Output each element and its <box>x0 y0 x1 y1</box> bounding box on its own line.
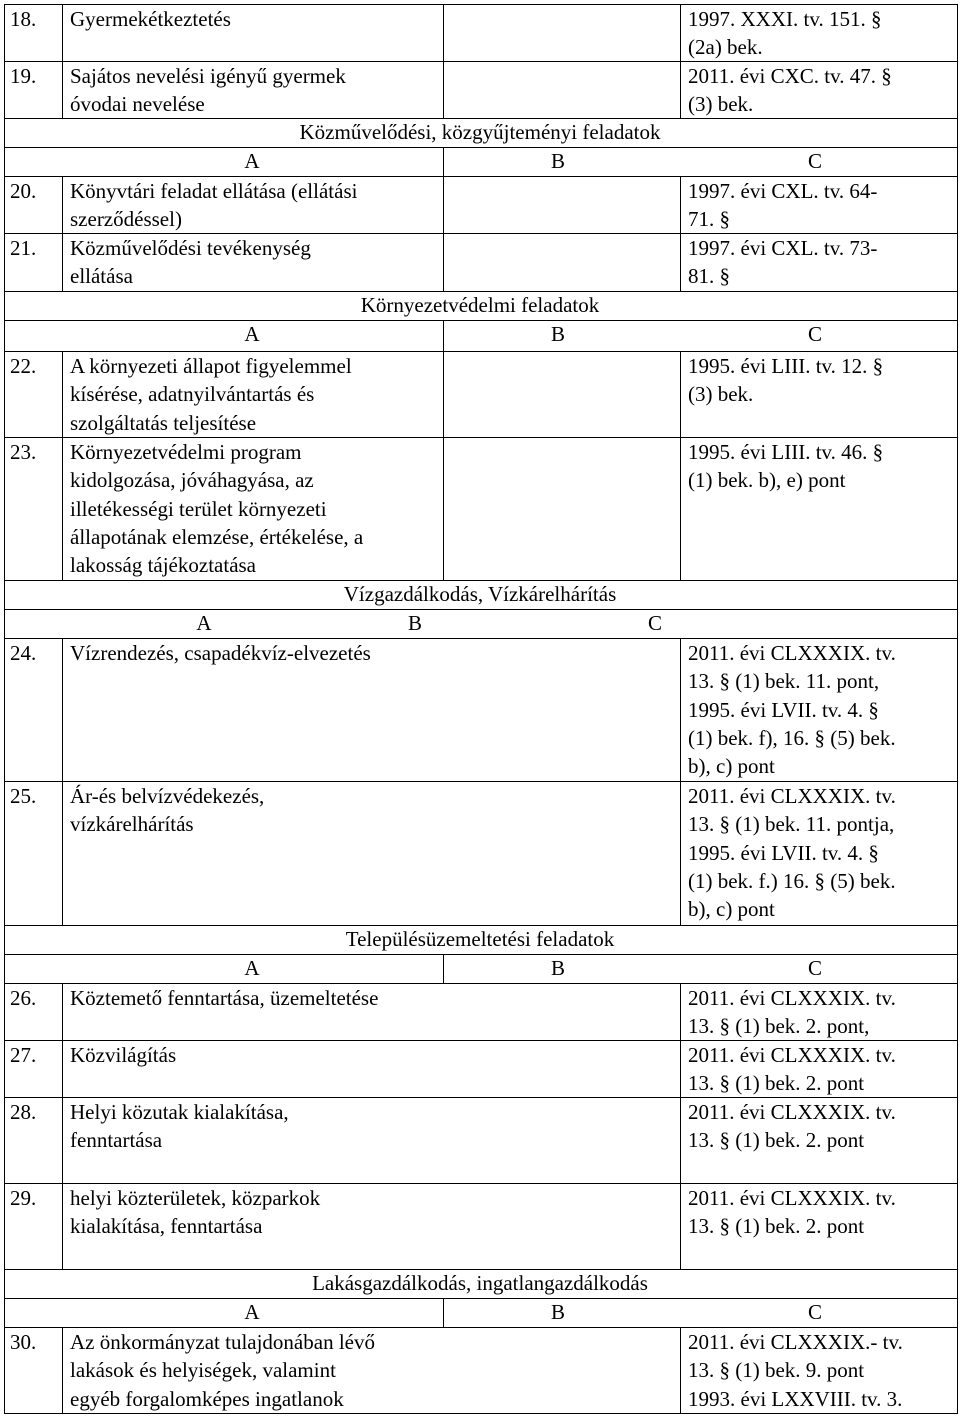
column-divider <box>680 983 681 1269</box>
column-divider <box>443 954 444 983</box>
task-text: kialakítása, fenntartása <box>70 1214 263 1239</box>
task-text: Az önkormányzat tulajdonában lévő <box>70 1330 375 1354</box>
row-divider <box>4 609 958 610</box>
legal-reference: 13. § (1) bek. 2. pont <box>688 1214 865 1239</box>
legal-reference: (1) bek. f.) 16. § (5) bek. <box>688 868 896 893</box>
column-divider <box>62 983 63 1269</box>
column-letter: A <box>244 1300 260 1324</box>
task-text: Környezetvédelmi program <box>70 440 302 464</box>
column-divider <box>680 1327 681 1413</box>
row-number: 19. <box>10 64 37 88</box>
column-letter: A <box>196 611 212 635</box>
legal-reference: 81. § <box>688 264 730 289</box>
legal-reference: 1995. évi LVII. tv. 4. § <box>688 697 879 722</box>
row-number: 23. <box>10 440 37 464</box>
row-number: 24. <box>10 641 37 665</box>
column-divider <box>62 351 63 580</box>
legal-reference: 13. § (1) bek. 9. pont <box>688 1358 865 1383</box>
section-heading: Településüzemeltetési feladatok <box>345 927 615 951</box>
legal-reference: (3) bek. <box>688 92 754 117</box>
legal-reference: 2011. évi CLXXXIX. tv. <box>688 1100 896 1124</box>
column-divider <box>443 147 444 176</box>
task-text: szerződéssel) <box>70 207 182 232</box>
task-text: illetékességi terület környezeti <box>70 496 327 521</box>
column-divider <box>680 4 681 118</box>
legal-reference: 13. § (1) bek. 2. pont <box>688 1128 865 1153</box>
column-letter: B <box>550 1300 566 1324</box>
row-number: 21. <box>10 236 37 260</box>
column-divider <box>443 351 444 580</box>
legal-reference: 13. § (1) bek. 2. pont <box>688 1071 865 1096</box>
section-heading: Közművelődési, közgyűjteményi feladatok <box>299 120 661 144</box>
task-text: Köztemető fenntartása, üzemeltetése <box>70 986 379 1010</box>
task-text: Ár-és belvízvédekezés, <box>70 784 265 808</box>
column-letter: A <box>244 149 260 173</box>
column-divider <box>62 638 63 925</box>
column-letter: C <box>807 322 823 346</box>
column-divider <box>443 1298 444 1327</box>
column-letter: B <box>407 611 423 635</box>
row-number: 20. <box>10 179 37 203</box>
column-divider <box>680 176 681 291</box>
legal-reference: 2011. évi CLXXXIX. tv. <box>688 641 896 665</box>
legal-reference: 13. § (1) bek. 2. pont, <box>688 1014 870 1039</box>
column-letter: C <box>807 956 823 980</box>
legal-reference: 2011. évi CLXXXIX.- tv. <box>688 1330 903 1354</box>
legal-reference: 2011. évi CLXXXIX. tv. <box>688 784 896 808</box>
legal-reference: 13. § (1) bek. 11. pont, <box>688 669 880 694</box>
legal-reference: 71. § <box>688 207 730 232</box>
task-text: egyéb forgalomképes ingatlanok <box>70 1386 344 1411</box>
row-number: 25. <box>10 784 37 808</box>
legal-reference: 2011. évi CLXXXIX. tv. <box>688 1186 896 1210</box>
task-text: ellátása <box>70 264 133 289</box>
legal-reference: 2011. évi CLXXXIX. tv. <box>688 1043 896 1067</box>
legal-reference: 2011. évi CLXXXIX. tv. <box>688 986 896 1010</box>
section-heading: Vízgazdálkodás, Vízkárelhárítás <box>343 582 617 606</box>
task-text: szolgáltatás teljesítése <box>70 410 257 435</box>
column-letter: B <box>550 149 566 173</box>
task-text: kísérése, adatnyilvántartás és <box>70 382 315 407</box>
legal-reference: b), c) pont <box>688 897 775 922</box>
legal-reference: (3) bek. <box>688 382 754 407</box>
column-divider <box>443 176 444 291</box>
column-letter: A <box>244 322 260 346</box>
legal-reference: 1995. évi LIII. tv. 46. § <box>688 440 884 464</box>
legal-reference: 1995. évi LVII. tv. 4. § <box>688 840 879 865</box>
row-number: 27. <box>10 1043 37 1067</box>
task-text: vízkárelhárítás <box>70 812 194 837</box>
task-text: Sajátos nevelési igényű gyermek <box>70 64 346 88</box>
task-text: Helyi közutak kialakítása, <box>70 1100 289 1124</box>
row-number: 18. <box>10 7 37 31</box>
column-letter: C <box>807 149 823 173</box>
legal-reference: 1995. évi LIII. tv. 12. § <box>688 354 884 378</box>
row-number: 30. <box>10 1330 37 1354</box>
row-number: 28. <box>10 1100 37 1124</box>
column-divider <box>680 351 681 580</box>
legal-reference: 1997. XXXI. tv. 151. § <box>688 7 882 31</box>
column-divider <box>957 4 958 1413</box>
task-text: A környezeti állapot figyelemmel <box>70 354 352 378</box>
task-text: állapotának elemzése, értékelése, a <box>70 524 364 549</box>
task-text: lakások és helyiségek, valamint <box>70 1358 336 1383</box>
legal-reference: 1997. évi CXL. tv. 64- <box>688 179 878 203</box>
legal-reference: 1993. évi LXXVIII. tv. 3. <box>688 1386 903 1411</box>
legal-reference: b), c) pont <box>688 754 775 779</box>
task-text: Vízrendezés, csapadékvíz-elvezetés <box>70 641 371 665</box>
task-text: Közművelődési tevékenység <box>70 236 311 260</box>
legal-reference: 2011. évi CXC. tv. 47. § <box>688 64 892 88</box>
row-number: 29. <box>10 1186 37 1210</box>
task-text: Közvilágítás <box>70 1043 177 1067</box>
legal-reference: (1) bek. b), e) pont <box>688 468 846 493</box>
row-number: 26. <box>10 986 37 1010</box>
column-divider <box>62 4 63 118</box>
legal-reference: 13. § (1) bek. 11. pontja, <box>688 812 895 837</box>
legal-reference: (1) bek. f), 16. § (5) bek. <box>688 725 896 750</box>
column-divider <box>680 638 681 925</box>
column-letter: C <box>807 1300 823 1324</box>
task-text: Gyermekétkeztetés <box>70 7 231 31</box>
task-text: kidolgozása, jóváhagyása, az <box>70 468 314 493</box>
column-divider <box>62 1327 63 1413</box>
section-heading: Lakásgazdálkodás, ingatlangazdálkodás <box>312 1271 648 1295</box>
task-text: Könyvtári feladat ellátása (ellátási <box>70 179 358 203</box>
column-letter: B <box>550 956 566 980</box>
column-letter: A <box>244 956 260 980</box>
column-letter: B <box>550 322 566 346</box>
task-text: óvodai nevelése <box>70 92 205 117</box>
legal-reference: (2a) bek. <box>688 35 763 60</box>
task-text: fenntartása <box>70 1128 163 1153</box>
column-letter: C <box>647 611 663 635</box>
section-heading: Környezetvédelmi feladatok <box>360 293 600 317</box>
task-text: lakosság tájékoztatása <box>70 553 257 578</box>
column-divider <box>62 176 63 291</box>
column-divider <box>443 320 444 351</box>
row-number: 22. <box>10 354 37 378</box>
legal-reference: 1997. évi CXL. tv. 73- <box>688 236 878 260</box>
row-divider <box>4 1413 958 1414</box>
column-divider <box>443 4 444 118</box>
task-text: helyi közterületek, közparkok <box>70 1186 321 1210</box>
column-divider <box>4 4 5 1413</box>
